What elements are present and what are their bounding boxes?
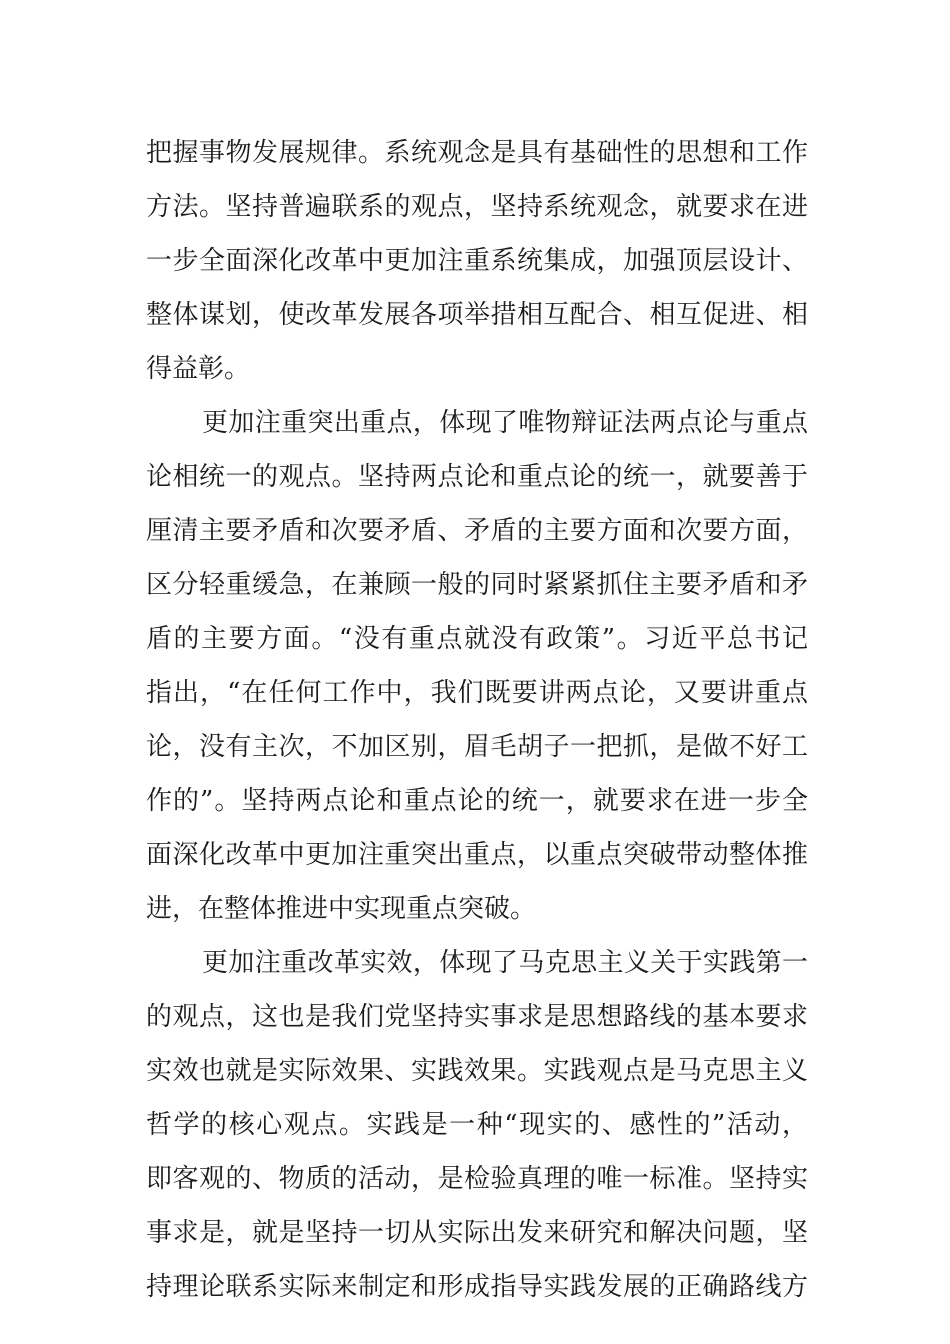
text-line: 面深化改革中更加注重突出重点，以重点突破带动整体推: [146, 840, 808, 870]
text-line: 论，没有主次，不加区别，眉毛胡子一把抓，是做不好工: [146, 732, 808, 762]
body-text: [146, 126, 808, 1314]
text-line: 区分轻重缓急，在兼顾一般的同时紧紧抓住主要矛盾和矛: [146, 570, 808, 600]
text-line: 更加注重改革实效，体现了马克思主义关于实践第一: [202, 948, 808, 978]
text-line: 把握事物发展规律。系统观念是具有基础性的思想和工作: [146, 138, 808, 168]
text-line: 作的”。坚持两点论和重点论的统一，就要求在进一步全: [146, 786, 808, 816]
text-line: 方法。坚持普遍联系的观点，坚持系统观念，就要求在进: [146, 192, 808, 222]
text-line: 哲学的核心观点。实践是一种“现实的、感性的”活动，: [146, 1110, 808, 1140]
text-line: 得益彰。: [146, 354, 251, 384]
text-line: 盾的主要方面。“没有重点就没有政策”。习近平总书记: [146, 624, 808, 654]
text-line: 更加注重突出重点，体现了唯物辩证法两点论与重点: [202, 408, 808, 438]
text-line: 整体谋划，使改革发展各项举措相互配合、相互促进、相: [146, 300, 808, 330]
text-line: 进，在整体推进中实现重点突破。: [146, 894, 537, 924]
text-line: 的观点，这也是我们党坚持实事求是思想路线的基本要求: [146, 1002, 808, 1032]
text-line: 实效也就是实际效果、实践效果。实践观点是马克思主义: [146, 1056, 808, 1086]
text-line: 指出，“在任何工作中，我们既要讲两点论，又要讲重点: [146, 678, 808, 708]
text-line: 持理论联系实际来制定和形成指导实践发展的正确路线方: [146, 1272, 808, 1302]
text-line: 一步全面深化改革中更加注重系统集成，加强顶层设计、: [146, 246, 808, 276]
text-line: 即客观的、物质的活动，是检验真理的唯一标准。坚持实: [146, 1164, 808, 1194]
text-line: 厘清主要矛盾和次要矛盾、矛盾的主要方面和次要方面，: [146, 516, 808, 546]
text-line: 事求是，就是坚持一切从实际出发来研究和解决问题，坚: [146, 1218, 808, 1248]
text-line: 论相统一的观点。坚持两点论和重点论的统一，就要善于: [146, 462, 808, 492]
